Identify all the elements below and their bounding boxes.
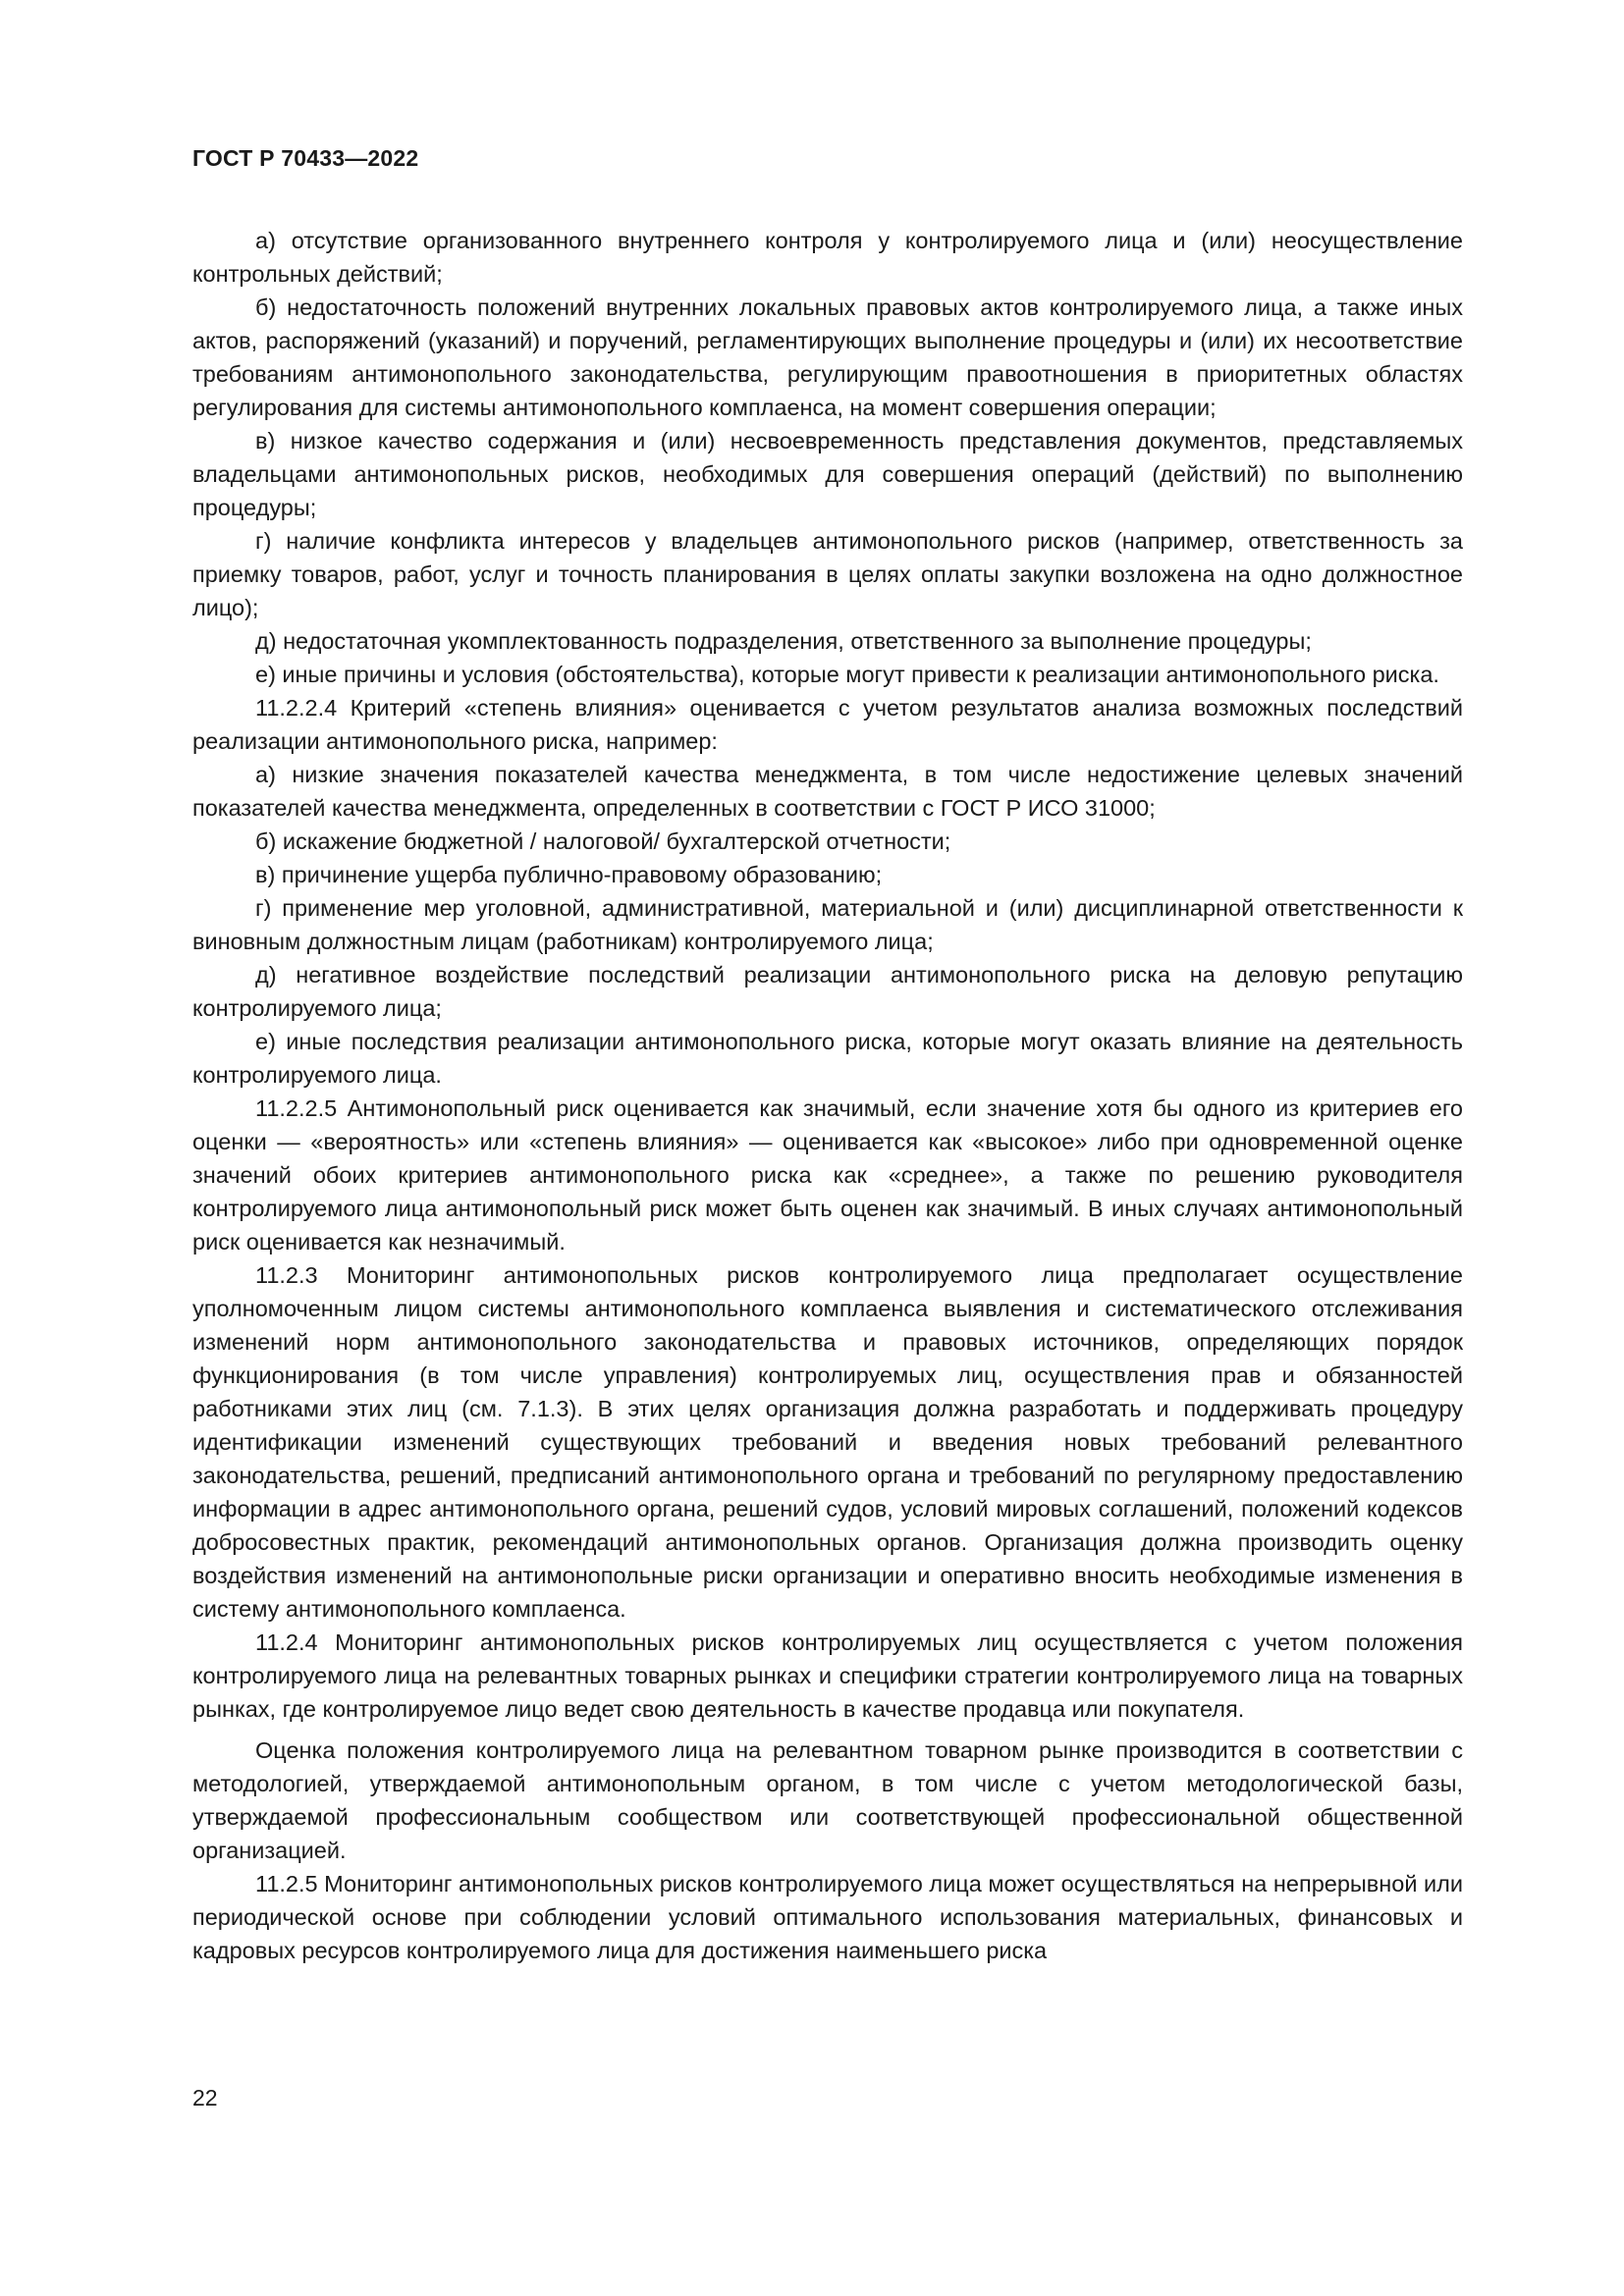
paragraph-reason-a: а) отсутствие организованного внутреннего контроля у контролируемого лица и (или) неосуществление контрольных действий; [192,228,1463,287]
paragraph-reason-e: е) иные причины и условия (обстоятельства), которые могут привести к реализации антимонопольного риска. [255,662,1439,687]
page-number: 22 [192,2085,218,2110]
paragraph-impact-e: е) иные последствия реализации антимонопольного риска, которые могут оказать влияние на деятельность контролируемого лица. [192,1029,1463,1088]
paragraph-reason-v: в) низкое качество содержания и (или) несвоевременность представления документов, представляемых владельцами антимонопольных рисков, необходимых для совершения операций (действий) по выполнению процедуры; [192,428,1463,520]
paragraph-reason-d: д) недостаточная укомплектованность подразделения, ответственного за выполнение процедуры; [255,628,1312,654]
paragraph-market-position: Оценка положения контролируемого лица на релевантном товарном рынке производится в соответствии с методологией, утверждаемой антимонопольным органом, в том числе с учетом методологической базы, утверждаемой профессиональным сообществом или соответствующей профессиональной общественной организацией. [192,1737,1463,1863]
paragraph-reason-g: г) наличие конфликта интересов у владельцев антимонопольного рисков (например, ответственность за приемку товаров, работ, услуг и точность планирования в целях оплаты закупки возложена на одно должностное лицо); [192,528,1463,620]
paragraph-impact-a: а) низкие значения показателей качества менеджмента, в том числе недостижение целевых значений показателей качества менеджмента, определенных в соответствии с ГОСТ Р ИСО 31000; [192,762,1463,821]
paragraph-impact-d: д) негативное воздействие последствий реализации антимонопольного риска на деловую репутацию контролируемого лица; [192,962,1463,1021]
paragraph-11-2-3: 11.2.3 Мониторинг антимонопольных рисков контролируемого лица предполагает осуществление уполномоченным лицом системы антимонопольного комплаенса выявления и систематического отслеживания изменений норм антимонопольного законодательства и правовых источников, определяющих порядок функционирования (в том числе управления) контролируемых лиц, осуществления прав и обязанностей работниками этих лиц (см. 7.1.3). В этих целях организация должна разработать и поддерживать процедуру идентификации изменений существующих требований и введения новых требований релевантного законодательства, решений, предписаний антимонопольного органа и требований по регулярному предоставлению информации в адрес антимонопольного органа, решений судов, условий мировых соглашений, положений кодексов добросовестных практик, рекомендаций антимонопольных органов. Организация должна производить оценку воздействия изменений на антимонопольные риски организации и оперативно вносить необходимые изменения в систему антимонопольного комплаенса. [192,1262,1463,1622]
paragraph-11-2-2-5: 11.2.2.5 Антимонопольный риск оценивается как значимый, если значение хотя бы одного из критериев его оценки — «вероятность» или «степень влияния» — оценивается как «высокое» либо при одновременной оценке значений обоих критериев антимонопольного риска как «среднее», а также по решению руководителя контролируемого лица антимонопольный риск может быть оценен как значимый. В иных случаях антимонопольный риск оценивается как незначимый. [192,1095,1463,1255]
paragraph-impact-g: г) применение мер уголовной, административной, материальной и (или) дисциплинарной ответственности к виновным должностным лицам (работникам) контролируемого лица; [192,895,1463,954]
document-header: ГОСТ Р 70433—2022 [192,145,419,171]
document-body [192,224,1463,1967]
paragraph-11-2-5: 11.2.5 Мониторинг антимонопольных рисков контролируемого лица может осуществляться на непрерывной или периодической основе при соблюдении условий оптимального использования материальных, финансовых и кадровых ресурсов контролируемого лица для достижения наименьшего риска [192,1871,1463,1963]
paragraph-11-2-4: 11.2.4 Мониторинг антимонопольных рисков контролируемых лиц осуществляется с учетом положения контролируемого лица на релевантных товарных рынках и специфики стратегии контролируемого лица на товарных рынках, где контролируемое лицо ведет свою деятельность в качестве продавца или покупателя. [192,1629,1463,1722]
paragraph-11-2-2-4: 11.2.2.4 Критерий «степень влияния» оценивается с учетом результатов анализа возможных последствий реализации антимонопольного риска, например: [192,695,1463,754]
paragraph-impact-b: б) искажение бюджетной / налоговой/ бухгалтерской отчетности; [255,828,951,854]
paragraph-impact-v: в) причинение ущерба публично-правовому образованию; [255,862,883,887]
paragraph-reason-b: б) недостаточность положений внутренних локальных правовых актов контролируемого лица, а также иных актов, распоряжений (указаний) и поручений, регламентирующих выполнение процедуры и (или) их несоответствие требованиям антимонопольного законодательства, регулирующим правоотношения в приоритетных областях регулирования для системы антимонопольного комплаенса, на момент совершения операции; [192,294,1463,420]
